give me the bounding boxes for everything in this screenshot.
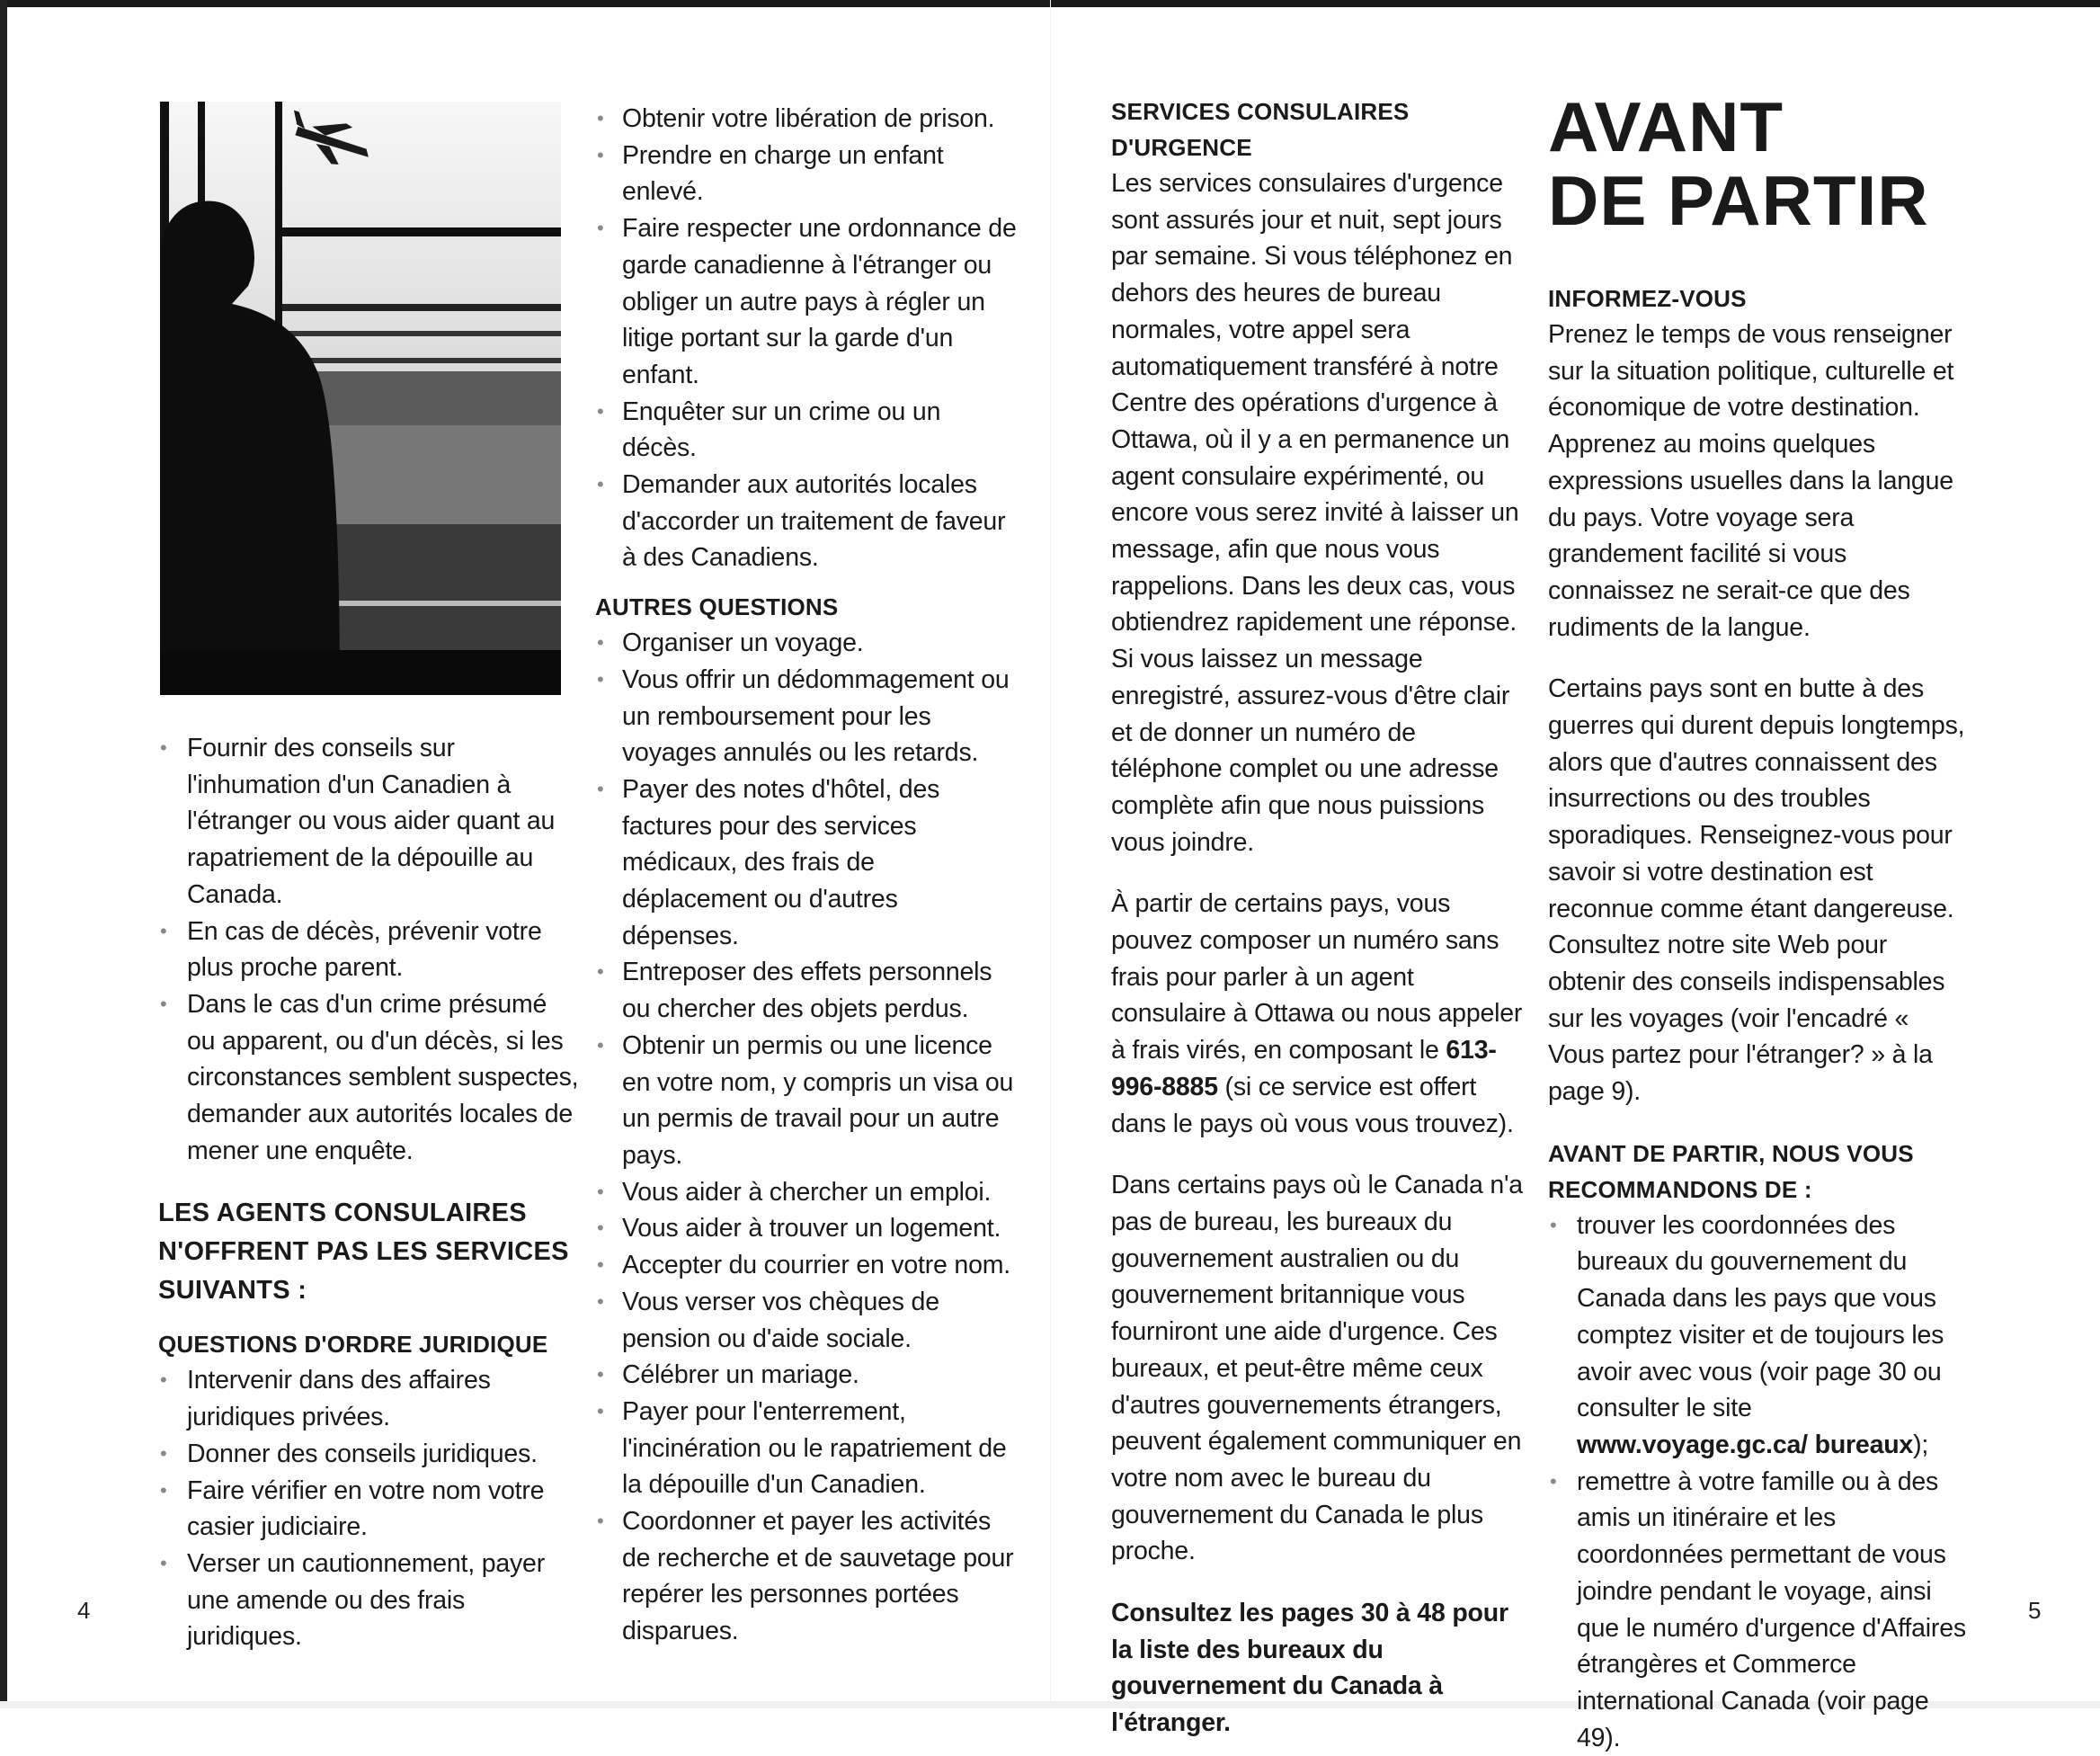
photo-illustration xyxy=(160,102,561,695)
inform-heading: INFORMEZ-VOUS xyxy=(1548,285,1747,312)
bullet-list-legal-continued xyxy=(595,101,1018,576)
section-title-line-1: AVANT xyxy=(1548,87,1784,166)
list-item: • Demander aux autorités locales d'accorder un traitement de faveur à des Canadiens. xyxy=(595,467,1018,576)
list-item: • Enquêter sur un crime ou un décès. xyxy=(595,394,1018,467)
recommendations-list xyxy=(1548,1208,1971,1756)
airport-window-photo xyxy=(160,102,561,695)
list-item: • Payer pour l'enterrement, l'incinération ou le rapatriement de la dépouille d'un Canadien. xyxy=(595,1394,1018,1503)
list-item: • remettre à votre famille ou à des amis un itinéraire et les coordonnées permettant de vous joindre pendant le voyage, ainsi que le numéro d'urgence d'Affaires étrangères et Commerce international Canada (voir page 49). xyxy=(1548,1464,1971,1756)
list-item: • Verser un cautionnement, payer une amende ou des frais juridiques. xyxy=(158,1546,581,1655)
wars-paragraph: Certains pays sont en butte à des guerres qui durent depuis longtemps, alors que d'autres connaissent des insurrections ou des troubles sporadiques. Renseignez-vous pour savoir si votre destination est reconnue comme étant dangereuse. Consultez notre site Web pour obtenir des conseils indispensables sur les voyages (voir l'encadré « Vous partez pour l'étranger? » à la page 9). xyxy=(1548,674,1965,1107)
toll-free-text: À partir de certains pays, vous pouvez composer un numéro sans frais pour parler à un agent consulaire à Ottawa ou nous appeler à frais virés, en composant le xyxy=(1111,889,1523,1065)
voyage-website-link: www.voyage.gc.ca/ bureaux xyxy=(1577,1430,1914,1459)
emergency-phone-number: 613-996-8885 xyxy=(1111,1036,1497,1101)
legal-questions-heading: QUESTIONS D'ORDRE JURIDIQUE xyxy=(158,1331,548,1359)
list-item: • Obtenir un permis ou une licence en votre nom, y compris un visa ou un permis de travail pour un autre pays. xyxy=(595,1028,1018,1174)
list-item xyxy=(1548,1208,1971,1464)
list-item: • Célébrer un mariage. xyxy=(595,1357,1018,1394)
list-item: • Fournir des conseils sur l'inhumation d'un Canadien à l'étranger ou vous aider quant au rapatriement de la dépouille au Canada. xyxy=(158,730,581,914)
recommendation-text-end: ); xyxy=(1913,1430,1929,1459)
page-gutter xyxy=(1050,0,1051,1708)
emergency-services-heading: SERVICES CONSULAIRES D'URGENCE xyxy=(1111,98,1410,161)
page-number-right: 5 xyxy=(2028,1597,2042,1624)
list-item: • Entreposer des effets personnels ou chercher des objets perdus. xyxy=(595,954,1018,1027)
consult-pages-paragraph: Consultez les pages 30 à 48 pour la liste des bureaux du gouvernement du Canada à l'étranger. xyxy=(1111,1599,1508,1738)
recommendation-text: trouver les coordonnées des bureaux du gouvernement du Canada dans les pays que vous comptez visiter et de toujours les avoir avec vous (voir page 30 ou consulter le site xyxy=(1577,1210,1944,1423)
bullet-list-other xyxy=(595,625,1018,1650)
list-item: • Vous aider à trouver un logement. xyxy=(595,1210,1018,1247)
column-3 xyxy=(1111,94,1525,1742)
scan-edge-left xyxy=(0,0,7,1708)
bullet-list-top xyxy=(158,730,581,1169)
list-item: • Intervenir dans des affaires juridiques privées. xyxy=(158,1362,581,1435)
list-item: • Vous offrir un dédommagement ou un remboursement pour les voyages annulés ou les retards. xyxy=(595,662,1018,771)
list-item: • En cas de décès, prévenir votre plus proche parent. xyxy=(158,914,581,986)
other-questions-heading: AUTRES QUESTIONS xyxy=(595,593,839,621)
inform-paragraph: Prenez le temps de vous renseigner sur la situation politique, culturelle et économique de votre destination. Apprenez au moins quelques expressions usuelles dans la langue du pays. Votre voyage sera grandement facilité si vous connaissez ne serait-ce que des rudiments de la langue. xyxy=(1548,320,1954,642)
list-item: • Prendre en charge un enfant enlevé. xyxy=(595,138,1018,210)
section-title-line-2: DE PARTIR xyxy=(1548,161,1929,240)
list-item: • Dans le cas d'un crime présumé ou apparent, ou d'un décès, si les circonstances semblent suspectes, demander aux autorités locales de mener une enquête. xyxy=(158,986,581,1170)
list-item: • Donner des conseils juridiques. xyxy=(158,1436,581,1473)
emergency-paragraph: Les services consulaires d'urgence sont assurés jour et nuit, sept jours par semaine. Si vous téléphonez en dehors des heures de bureau normales, votre appel sera automatiquement transféré à notre Centre des opérations d'urgence à Ottawa, où il y a en permanence un agent consulaire expérimenté, ou encore vous serez invité à laisser un message, afin que nous vous rappelions. Dans les deux cas, vous obtiendrez rapidement une réponse. Si vous laissez un message enregistré, assurez-vous d'être clair et de donner un numéro de téléphone complet ou une adresse complète afin que nous puissions vous joindre. xyxy=(1111,169,1519,857)
list-item: • Coordonner et payer les activités de recherche et de sauvetage pour repérer les personnes portées disparues. xyxy=(595,1503,1018,1650)
recommendations-heading: AVANT DE PARTIR, NOUS VOUS RECOMMANDONS DE : xyxy=(1548,1139,1914,1203)
list-item: • Obtenir votre libération de prison. xyxy=(595,101,1018,138)
column-2 xyxy=(595,101,1018,1650)
services-not-offered-heading: LES AGENTS CONSULAIRES N'OFFRENT PAS LES SERVICES SUIVANTS : xyxy=(158,1199,569,1306)
page-number-left: 4 xyxy=(77,1597,91,1624)
column-4 xyxy=(1548,87,1971,1756)
list-item: • Organiser un voyage. xyxy=(595,625,1018,662)
list-item: • Payer des notes d'hôtel, des factures pour des services médicaux, des frais de déplacement ou d'autres dépenses. xyxy=(595,771,1018,955)
list-item: • Faire respecter une ordonnance de garde canadienne à l'étranger ou obliger un autre pays à régler un litige portant sur la garde d'un enfant. xyxy=(595,210,1018,394)
list-item: • Accepter du courrier en votre nom. xyxy=(595,1247,1018,1284)
toll-free-text-end: (si ce service est offert dans le pays où vous vous trouvez). xyxy=(1111,1072,1514,1138)
other-governments-paragraph: Dans certains pays où le Canada n'a pas de bureau, les bureaux du gouvernement australien ou du gouvernement britannique vous fourniront une aide d'urgence. Ces bureaux, et peut-être même ceux d'autres gouvernements étrangers, peuvent également communiquer en votre nom avec le bureau du gouvernement du Canada le plus proche. xyxy=(1111,1171,1523,1566)
list-item: • Vous aider à chercher un emploi. xyxy=(595,1174,1018,1211)
bullet-list-legal xyxy=(158,1362,581,1655)
list-item: • Vous verser vos chèques de pension ou d'aide sociale. xyxy=(595,1284,1018,1357)
toll-free-paragraph xyxy=(1111,886,1525,1142)
list-item: • Faire vérifier en votre nom votre casier judiciaire. xyxy=(158,1473,581,1546)
column-1 xyxy=(158,730,581,1655)
